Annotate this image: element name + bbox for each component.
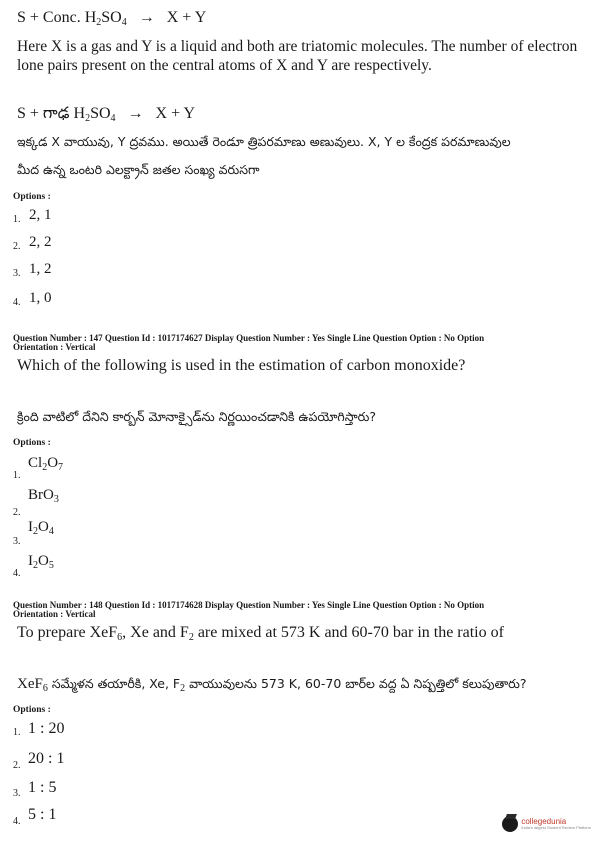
option-number: 3. [13, 536, 21, 547]
formula-sub: 2 [33, 560, 38, 571]
formula-sub: 5 [48, 560, 54, 571]
formula-part: BrO [28, 487, 54, 503]
q148-meta-line-2: Orientation : Vertical [13, 609, 96, 619]
formula-part: I [28, 553, 33, 569]
option-text[interactable]: 2, 1 [29, 207, 52, 223]
options-label: Options : [13, 705, 51, 715]
option-number: 1. [13, 214, 21, 225]
collegedunia-logo [502, 816, 591, 832]
option-formula[interactable] [28, 487, 59, 504]
option-number: 3. [13, 788, 21, 799]
eq-left: S + Conc. H [17, 9, 97, 26]
q146-text-line-2: lone pairs present on the central atoms of X and Y are respectively. [17, 57, 432, 74]
eq-so: SO [101, 9, 122, 26]
option-text[interactable]: 5 : 1 [28, 806, 57, 823]
text-part: To prepare XeF [17, 624, 118, 641]
eq-sub: 4 [110, 113, 116, 124]
q148-question-english [17, 624, 504, 642]
formula-sub: 2 [188, 632, 194, 643]
eq-sub: 4 [121, 17, 127, 28]
q147-meta-line-1: Question Number : 147 Question Id : 1017174627 Display Question Number : Yes Single Line Question Option : No Option [13, 333, 485, 343]
eq-so: SO [90, 105, 111, 122]
q147-question-telugu: క్రింది వాటిలో దేనిని కార్బన్ మోనాక్సైడ్‌ను నిర్ణయించడానికి ఉపయోగిస్తారు? [17, 409, 376, 424]
formula-sub: 3 [53, 494, 59, 505]
text-part: వాయువులను 573 K, 60-70 బార్‌ల వద్ద ఏ నిష్పత్తిలో కలుపుతారు? [185, 676, 527, 691]
option-number: 1. [13, 470, 21, 481]
formula-sub: 7 [58, 462, 64, 473]
eq-left: S + గాఢ H [17, 105, 86, 122]
graduation-cap-icon [502, 816, 518, 832]
formula-sub: 4 [48, 526, 54, 537]
arrow-icon: → [127, 105, 144, 122]
q146-telugu-line-1: ఇక్కడ X వాయువు, Y ద్రవము. అయితే రెండూ త్రిపరమాణు అణువులు. X, Y ల కేంద్రక పరమాణువుల [17, 134, 511, 149]
q148-question-telugu [17, 673, 527, 695]
option-number: 2. [13, 760, 21, 771]
formula-part: O [47, 455, 59, 471]
text-part: are mixed at 573 K and 60-70 bar in the ratio of [193, 624, 504, 641]
formula-part: Cl [28, 455, 43, 471]
options-label: Options : [13, 438, 51, 448]
option-text[interactable]: 2, 2 [29, 234, 52, 250]
q146-telugu-line-2: మీద ఉన్న ఒంటరి ఎలక్ట్రాన్ జతల సంఖ్య వరుసగా [17, 162, 260, 177]
option-number: 2. [13, 241, 21, 252]
logo-tagline: India's largest Student Review Platform [521, 825, 591, 830]
option-number: 4. [13, 568, 21, 579]
option-text[interactable]: 1, 2 [29, 261, 52, 277]
option-number: 2. [13, 507, 21, 518]
q148-meta-line-1: Question Number : 148 Question Id : 1017174628 Display Question Number : Yes Single Line Question Option : No Option [13, 600, 485, 610]
q146-text-line-1: Here X is a gas and Y is a liquid and both are triatomic molecules. The number of electron [17, 38, 578, 55]
text-part: XeF [17, 676, 43, 692]
option-text[interactable]: 1, 0 [29, 290, 52, 306]
option-number: 1. [13, 727, 21, 738]
eq-right: X + Y [155, 105, 196, 122]
formula-sub: 6 [117, 632, 123, 643]
formula-sub: 2 [42, 462, 48, 473]
formula-part: O [38, 553, 49, 569]
formula-sub: 2 [33, 526, 38, 537]
option-number: 3. [13, 268, 21, 279]
logo-text: collegedunia [521, 817, 567, 826]
option-formula[interactable] [28, 519, 54, 536]
options-label: Options : [13, 192, 51, 202]
text-part: , Xe and F [122, 624, 189, 641]
eq-sub: 2 [85, 113, 91, 124]
q146-equation-telugu [17, 104, 195, 126]
formula-part: O [38, 519, 49, 535]
eq-right: X + Y [166, 9, 207, 26]
q147-meta-line-2: Orientation : Vertical [13, 342, 96, 352]
option-number: 4. [13, 816, 21, 827]
q146-equation-english [17, 9, 206, 27]
formula-part: I [28, 519, 33, 535]
formula-sub: 2 [180, 683, 186, 694]
eq-sub: 2 [96, 17, 102, 28]
option-number: 4. [13, 297, 21, 308]
option-formula[interactable] [28, 553, 54, 570]
option-text[interactable]: 1 : 5 [28, 779, 57, 796]
option-text[interactable]: 20 : 1 [28, 750, 65, 767]
formula-sub: 6 [42, 683, 48, 694]
arrow-icon: → [138, 9, 155, 26]
text-part: సమ్మేళన తయారీకి, Xe, F [47, 676, 181, 691]
logo-text-group [521, 818, 591, 830]
q147-question-english: Which of the following is used in the estimation of carbon monoxide? [17, 357, 466, 374]
option-formula[interactable] [28, 455, 63, 472]
option-text[interactable]: 1 : 20 [28, 720, 65, 737]
